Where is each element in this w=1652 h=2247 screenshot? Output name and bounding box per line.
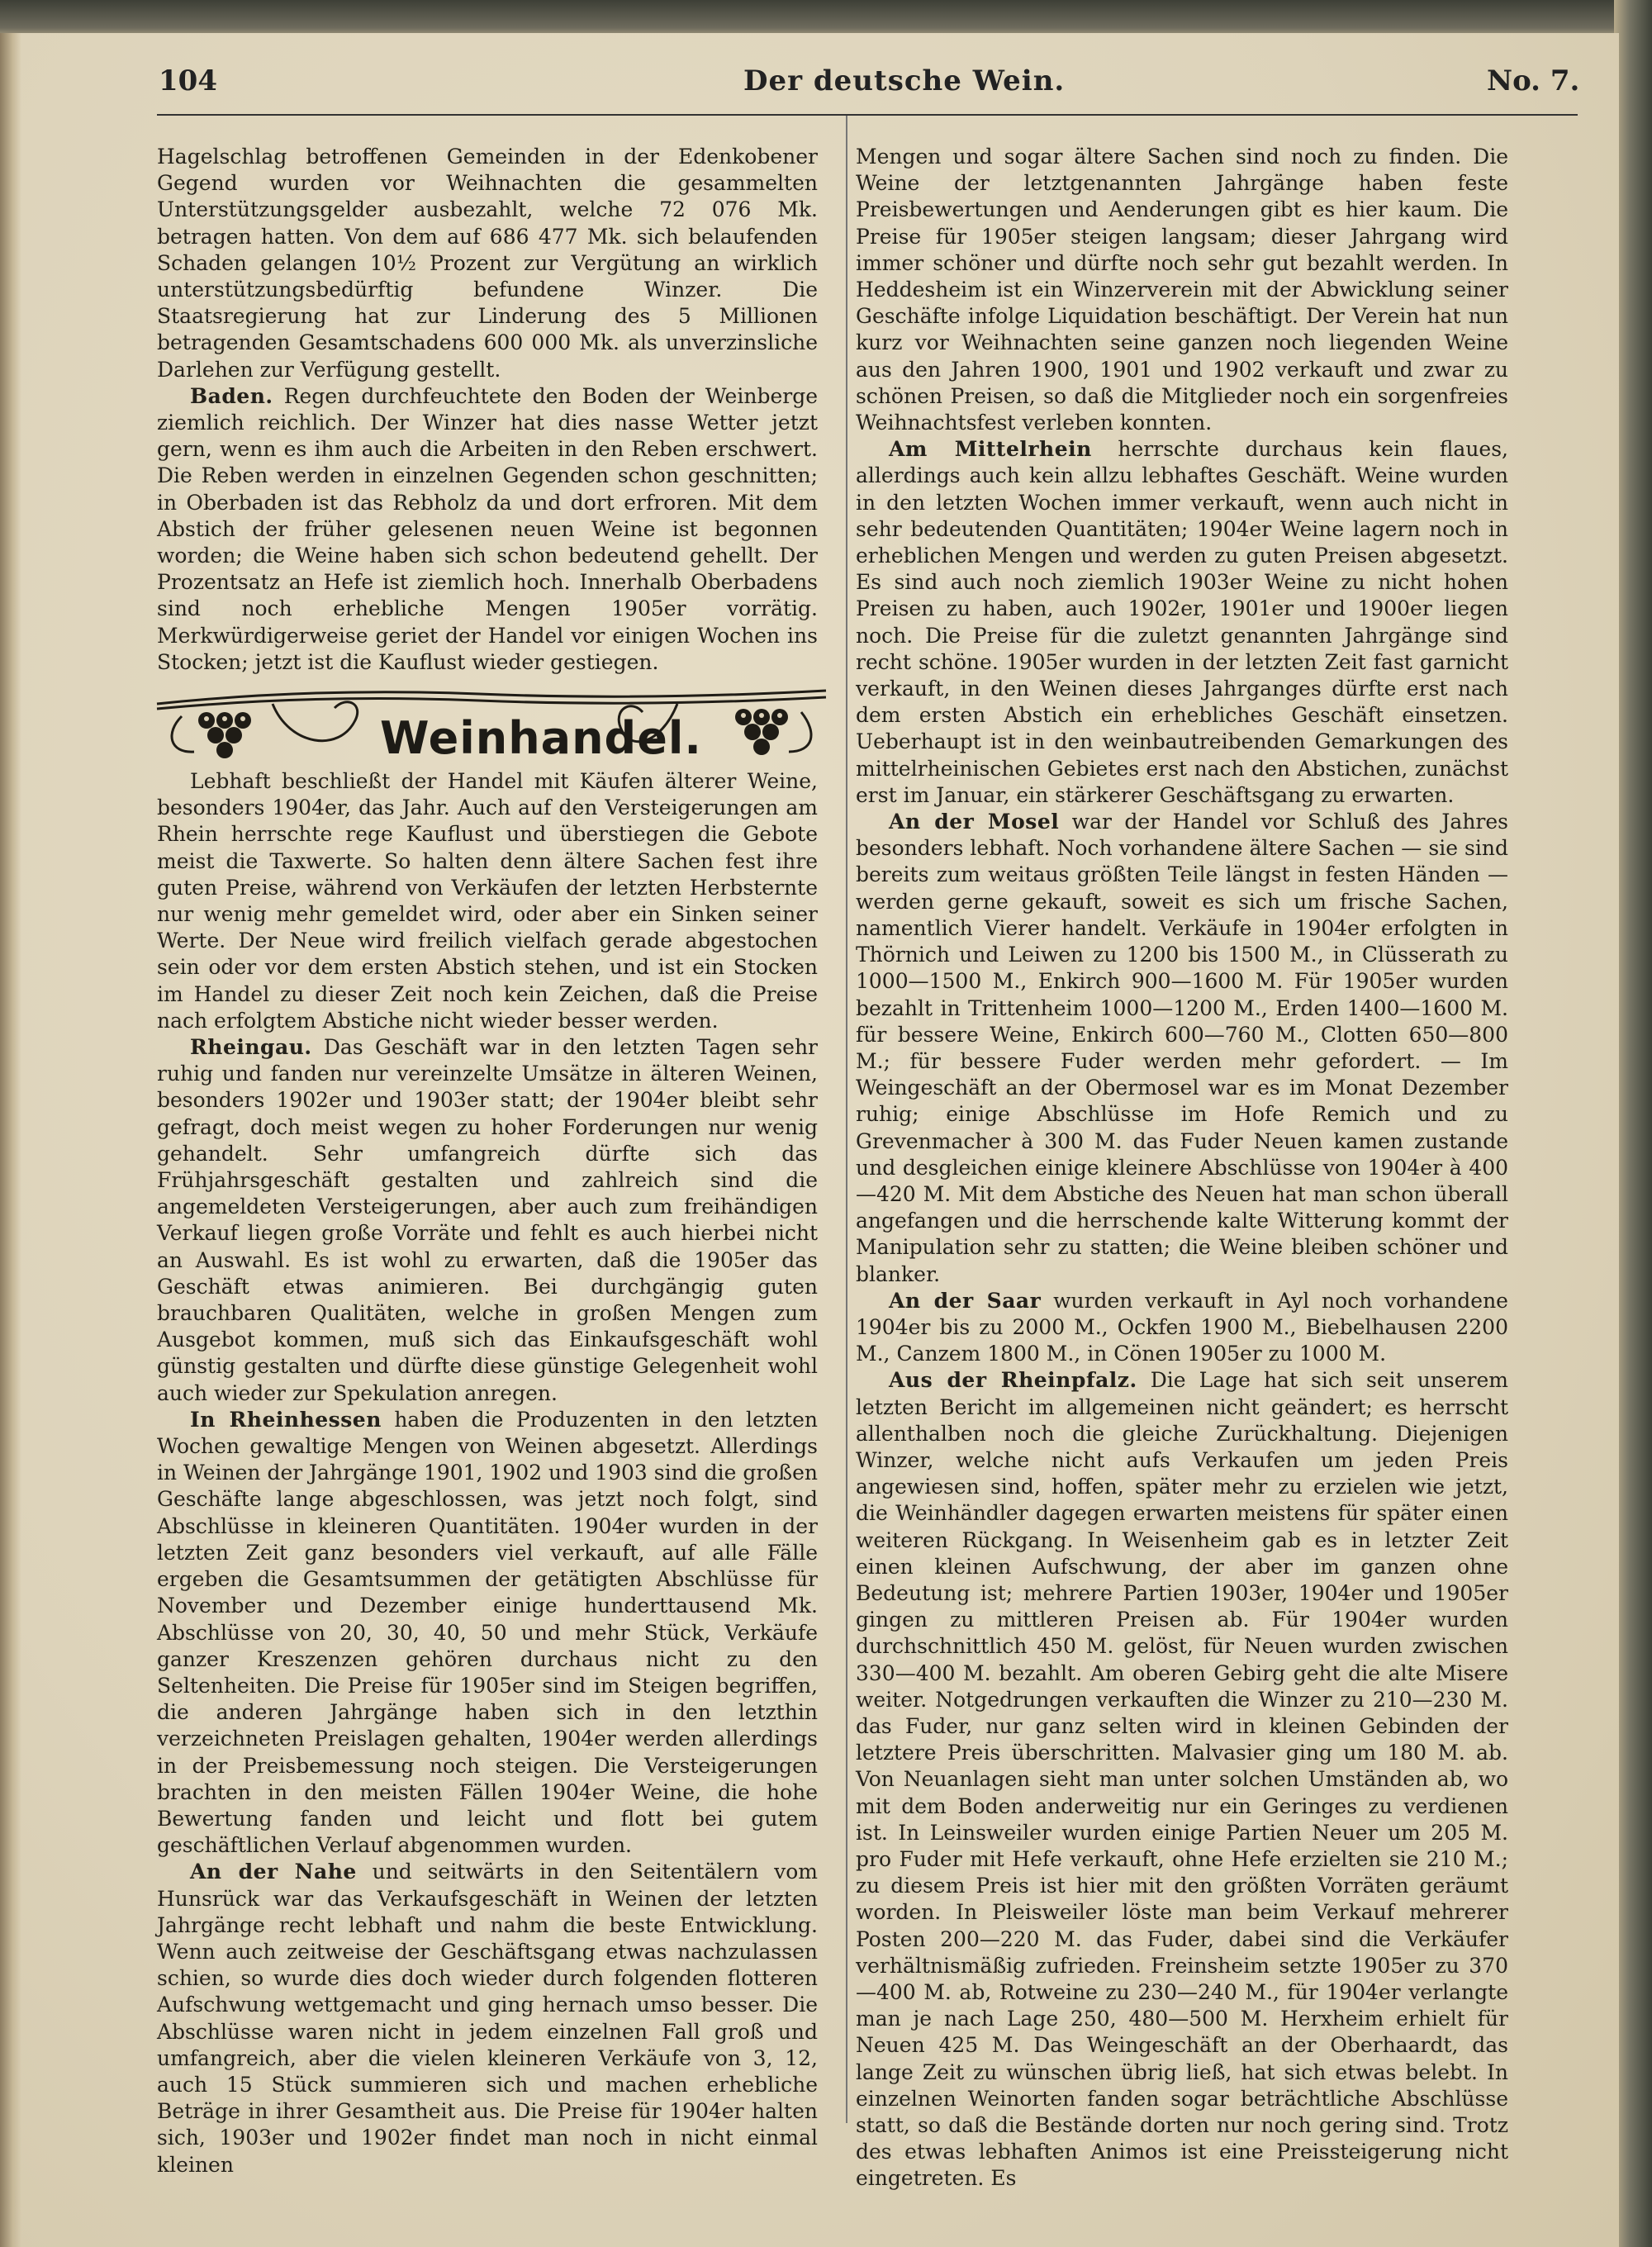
paragraph-intro: Lebhaft beschließt der Handel mit Käufen älterer Weine, besonders 1904er, das Jahr. Auch auf den Versteigerungen am Rhein herrschte rege Kauflust und überstiegen die Gebote meist die Taxwerte. So halten denn ältere Sachen fest ihre guten Preise, während von Verkäufen der letzten Herbsternte nur wenig mehr gemeldet wird, oder aber ein Sinken seiner Werte. Der Neue wird freilich vielfach gerade abgestochen sein oder vor dem ersten Abstich stehen, und ist ein Stocken im Handel zu dieser Zeit noch kein Zeichen, daß die Preise nach erfolgtem Abstiche nicht wieder besser werden.: [157, 769, 818, 1033]
region-heading-rheingau: Rheingau.: [190, 1035, 312, 1060]
paragraph-nahe-continued: Mengen und sogar ältere Sachen sind noch zu finden. Die Weine der letztgenannten Jahrgänge haben feste Preisbewertungen und Aenderungen gibt es hier kaum. Die Preise für 1905er steigen langsam; dieser Jahrgang wird immer schöner und dürfte noch sehr gut bezahlt werden. In Heddesheim ist ein Winzerverein mit der Abwicklung seiner Geschäfte infolge Liquidation beschäftigt. Der Verein hat nun kurz vor Weihnachten seine ganzen noch liegenden Weine aus den Jahren 1900, 1901 und 1902 verkauft und zwar zu schönen Preisen, so daß die Mitglieder noch ein sorgenfreies Weihnachtsfest verleben konnten.: [856, 145, 1508, 435]
paragraph-baden-text: Regen durchfeuchtete den Boden der Weinberge ziemlich reichlich. Der Winzer hat dies nasse Wetter jetzt gern, wenn es ihm auch die Arbeiten in den Reben erschwert. Die Reben werden in einzelnen Gegenden schon geschnitten; in Oberbaden ist das Rebholz da und dort erfroren. Mit dem Abstich der früher gelesenen neuen Weine ist begonnen worden; die Weine haben sich schon bedeutend gehellt. Der Prozentsatz an Hefe ist ziemlich hoch. Innerhalb Oberbadens sind noch erhebliche Mengen 1905er vorrätig. Merkwürdigerweise geriet der Handel vor einigen Wochen ins Stocken; jetzt ist die Kauflust wieder gestiegen.: [157, 383, 818, 674]
paragraph-rheinhessen: [157, 1407, 818, 1859]
journal-title: Der deutsche Wein.: [743, 64, 1066, 97]
paragraph-baden: [157, 383, 818, 676]
newspaper-page: [0, 33, 1619, 2247]
paragraph-nahe: [157, 1859, 818, 2178]
issue-number: No. 7.: [1487, 64, 1580, 97]
paragraph-rheingau-text: Das Geschäft war in den letzten Tagen sehr ruhig und fanden nur vereinzelte Umsätze in älteren Weinen, besonders 1902er und 1903er statt; der 1904er bleibt sehr gefragt, doch meist wegen zu hoher Forderungen nur wenig gehandelt. Sehr umfangreich dürfte sich das Frühjahrsgeschäft gestalten und zahlreich sind die angemeldeten Versteigerungen, aber auch zum freihändigen Verkauf liegen große Vorräte und fehlt es auch hierbei nicht an Auswahl. Es ist wohl zu erwarten, daß die 1905er das Geschäft etwas animieren. Bei durchgängig guten brauchbaren Qualitäten, welche in großen Mengen zum Ausgebot kommen, muß sich das Einkaufsgeschäft wohl günstig gestalten und dürfte diese günstige Gelegenheit wohl auch wieder zur Spekulation anregen.: [157, 1035, 818, 1405]
region-heading-nahe: An der Nahe: [190, 1860, 357, 1884]
region-heading-mosel: An der Mosel: [889, 810, 1060, 834]
region-heading-rheinhessen: In Rheinhessen: [190, 1407, 382, 1432]
paragraph-hagelschlag: Hagelschlag betroffenen Gemeinden in der Edenkobener Gegend wurden vor Weihnachten die gesammelten Unterstützungsgelder ausbezahlt, welche 72 076 Mk. betragen hatten. Von dem auf 686 477 Mk. sich belaufenden Schaden gelangen 10½ Prozent zur Vergütung an wirklich unterstützungsbedürftig befundene Winzer. Die Staatsregierung hat zur Linderung des 5 Millionen betragenden Gesamtschadens 600 000 Mk. als unverzinsliche Darlehen zur Verfügung gestellt.: [157, 145, 818, 382]
paragraph-saar-text: wurden verkauft in Ayl noch vorhandene 1904er bis zu 2000 M., Ockfen 1900 M., Biebelhausen 2200 M., Canzem 1800 M., in Cönen 1905er zu 1000 M.: [856, 1288, 1508, 1366]
page-number: 104: [159, 64, 217, 97]
paragraph-mosel-text: war der Handel vor Schluß des Jahres besonders lebhaft. Noch vorhandene ältere Sachen — sie sind bereits zum weitaus größten Teile längst in festen Händen — werden gerne gekauft, soweit es sich um frische Sachen, namentlich Vierer handelt. Verkäufe in 1904er erfolgten in Thörnich und Leiwen zu 1200 bis 1500 M., in Clüsserath zu 1000—1500 M., Enkirch 900—1600 M. Für 1905er wurden bezahlt in Trittenheim 1000—1200 M., Erden 1400—1600 M. für bessere Weine, Enkirch 600—760 M., Clotten 650—800 M.; für bessere Fuder werden mehr gefordert. — Im Weingeschäft an der Obermosel war es im Monat Dezember ruhig; einige Abschlüsse im Hofe Remich und zu Grevenmacher à 300 M. das Fuder Neuen kamen zustande und desgleichen einige kleinere Abschlüsse von 1904er à 400—420 M. Mit dem Abstiche des Neuen hat man schon überall angefangen und die herrschende kalte Witterung kommt der Manipulation sehr zu statten; die Weine bleiben schöner und blanker.: [856, 810, 1509, 1286]
paragraph-rheingau: [157, 1034, 818, 1407]
paragraph-saar: [856, 1288, 1508, 1368]
right-column: [856, 144, 1508, 2192]
region-heading-rheinpfalz: Aus der Rheinpfalz.: [889, 1368, 1137, 1393]
section-title-weinhandel: Weinhandel.: [380, 712, 702, 764]
region-heading-saar: An der Saar: [889, 1288, 1042, 1313]
paragraph-rheinpfalz: [856, 1367, 1508, 2192]
page-gutter-shadow: [0, 33, 21, 2247]
paragraph-mosel: [856, 809, 1508, 1288]
column-divider: [846, 116, 847, 2123]
paragraph-mittelrhein-text: herrschte durchaus kein flaues, allerdings auch kein allzu lebhaftes Geschäft. Weine wurden in den letzten Wochen immer verkauft, wenn auch nicht in sehr bedeutenden Quantitäten; 1904er Weine lagern noch in erheblichen Mengen und werden zu guten Preisen abgesetzt. Es sind auch noch ziemlich 1903er Weine zu nicht hohen Preisen zu haben, auch 1902er, 1901er und 1900er liegen noch. Die Preise für die zuletzt genannten Jahrgänge sind recht schöne. 1905er wurden in der letzten Zeit fast garnicht verkauft, in den Weinen dieses Jahrganges dürfte erst nach dem ersten Abstich ein erhebliches Geschäft einsetzen. Ueberhaupt ist in den weinbautreibenden Gemarkungen des mittelrheinischen Gebietes erst nach den Abstichen, zunächst erst im Januar, ein stärkerer Geschäftsgang zu erwarten.: [856, 437, 1508, 807]
weinhandel-banner: [149, 654, 834, 770]
book-edge-right: [1614, 0, 1652, 2247]
paragraph-nahe-text: und seitwärts in den Seitentälern vom Hunsrück war das Verkaufsgeschäft in Weinen der letzten Jahrgänge recht lebhaft und nahm die beste Entwicklung. Wenn auch zeitweise der Geschäftsgang etwas nachzulassen schien, so wurde dies doch wieder durch folgenden flotteren Aufschwung wettgemacht und ging hernach umso besser. Die Abschlüsse waren nicht in jedem einzelnen Fall groß und umfangreich, aber die vielen kleineren Verkäufe von 3, 12, auch 15 Stück summieren sich und machen erhebliche Beträge in ihrer Gesamtheit aus. Die Preise für 1904er halten sich, 1903er und 1902er findet man noch in nicht einmal kleinen: [157, 1860, 818, 2177]
paragraph-mittelrhein: [856, 436, 1508, 809]
paragraph-rheinhessen-text: haben die Produzenten in den letzten Wochen gewaltige Mengen von Weinen abgesetzt. Allerdings in Weinen der Jahrgänge 1901, 1902 und 1903 sind die großen Geschäfte lange abgeschlossen, was jetzt noch folgt, sind Abschlüsse in kleineren Quantitäten. 1904er wurden in der letzten Zeit ganz besonders viel verkauft, auf alle Fälle ergeben die Gesamtsummen der getätigten Abschlüsse für November und Dezember einige hunderttausend Mk. Abschlüsse von 20, 30, 40, 50 und mehr Stück, Verkäufe ganzer Kreszenzen gehören durchaus nicht zu den Seltenheiten. Die Preise für 1905er sind im Steigen begriffen, die anderen Jahrgänge haben sich in den letzthin verzeichneten Preislagen gehalten, 1904er werden allerdings in der Preisbemessung noch steigen. Die Versteigerungen brachten in den meisten Fällen 1904er Weine, die hohe Bewertung fanden und leicht und flott bei gutem geschäftlichen Verlauf abgenommen wurden.: [157, 1407, 818, 1858]
region-heading-mittelrhein: Am Mittelrhein: [889, 437, 1092, 462]
left-column-bottom: [157, 768, 818, 2178]
paragraph-rheinpfalz-text: Die Lage hat sich seit unserem letzten Bericht im allgemeinen nicht geändert; es herrscht allenthalben noch die gleiche Zurückhaltung. Diejenigen Winzer, welche nicht aufs Verkaufen um jeden Preis angewiesen sind, hoffen, später mehr zu erzielen wie jetzt, die Weinhändler dagegen erwarten meistens für später einen weiteren Rückgang. In Weisenheim gab es in letzter Zeit einen kleinen Aufschwung, der aber im ganzen ohne Bedeutung ist; mehrere Partien 1903er, 1904er und 1905er gingen zu mittleren Preisen ab. Für 1904er wurden durchschnittlich 450 M. gelöst, für Neuen wurden zwischen 330—400 M. bezahlt. Am oberen Gebirg geht die alte Misere weiter. Notgedrungen verkauften die Winzer zu 210—230 M. das Fuder, nur ganz selten wird in kleinen Gebinden der letztere Preis überschritten. Malvasier ging um 180 M. ab. Von Neuanlagen sieht man unter solchen Umständen ab, wo mit dem Boden anderweitig nur ein Geringes zu verdienen ist. In Leinsweiler wurden einige Partien Neuer um 205 M. pro Fuder mit Hefe verkauft, ohne Hefe erzielten sie 210 M.; zu diesem Preis ist hier mit den größten Vorräten geräumt worden. In Pleisweiler löste man beim Verkauf mehrerer Posten 200—220 M. das Fuder, dabei sind die Verkäufer verhältnismäßig zufrieden. Freinsheim setzte 1905er zu 370—400 M. ab, Rotweine zu 230—240 M., für 1904er verlangte man je nach Lage 250, 480—500 M. Herxheim erhielt für Neuen 425 M. Das Weingeschäft an der Oberhaardt, das lange Zeit zu wünschen übrig ließ, hat sich etwas belebt. In einzelnen Weinorten fanden sogar beträchtliche Abschlüsse statt, so daß die Bestände dorten nur noch gering sind. Trotz des etwas lebhaften Animos ist eine Preissteigerung nicht eingetreten. Es: [856, 1368, 1508, 2191]
region-heading-baden: Baden.: [190, 383, 273, 408]
header-rule: [157, 114, 1578, 116]
left-column-top: [157, 144, 818, 676]
